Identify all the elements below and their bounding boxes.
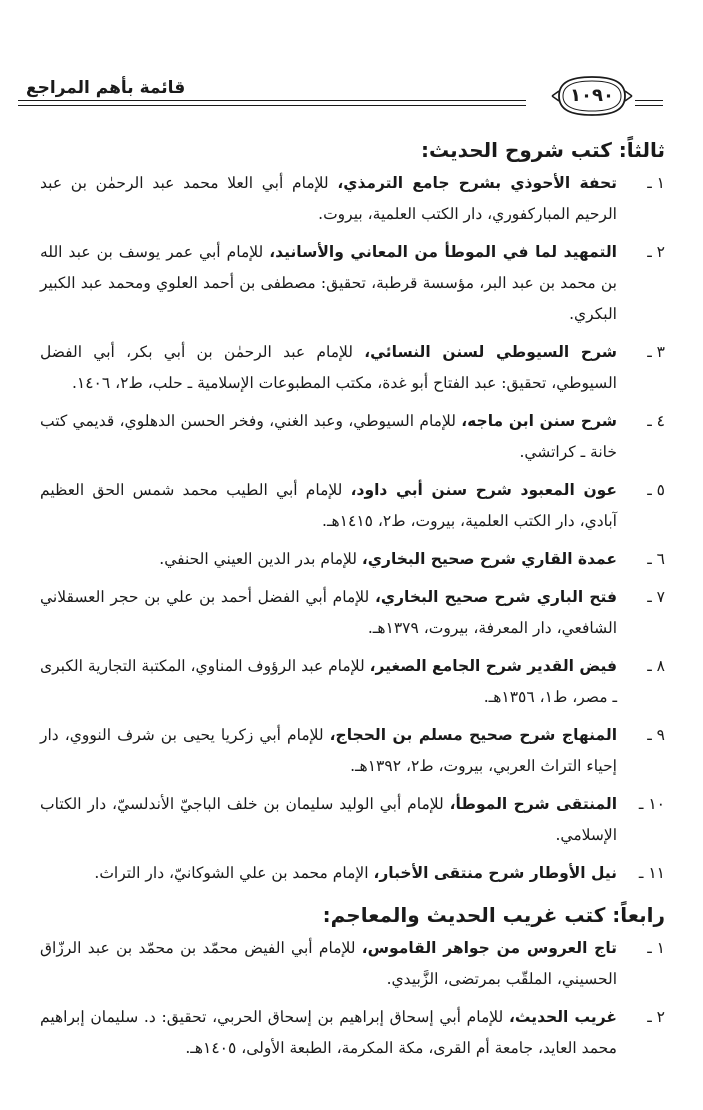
book-title: غريب الحديث، [508,1008,617,1026]
entry-body [40,1002,617,1064]
entry-number: ١٠ ـ [638,795,665,813]
entry-body [40,789,617,851]
book-details: للإمام أبي الفيض محمّد بن محمّد بن عبد الرزّاق الحسيني، الملقّب بمرتضى، الزَّبيدي. [40,939,617,988]
reference-entry [40,651,665,713]
book-title: تاج العروس من جواهر القاموس، [361,939,617,957]
book-title: المنهاج شرح صحيح مسلم بن الحجاج، [329,726,618,744]
book-title: المنتقى شرح الموطأ، [449,795,618,813]
entry-body [40,544,617,575]
entry-body [40,168,617,230]
book-details: الإمام محمد بن علي الشوكانيّ، دار التراث. [94,864,374,882]
entry-body [40,406,617,468]
book-details: للإمام أبي زكريا يحيى بن شرف النووي، دار إحياء التراث العربي، بيروت، ط٢، ١٣٩٢هـ. [40,726,617,775]
book-title: عمدة القاري شرح صحيح البخاري، [361,550,617,568]
entry-body [40,720,617,782]
book-details: للإمام أبي الوليد سليمان بن خلف الباجيّ الأندلسيّ، دار الكتاب الإسلامي. [40,795,617,844]
entry-number: ١ ـ [647,174,665,192]
page-number-ornament [551,74,633,118]
book-title: نيل الأوطار شرح منتقى الأخبار، [373,864,617,882]
entry-number: ٥ ـ [647,481,665,499]
book-title: تحفة الأحوذي بشرح جامع الترمذي، [337,174,617,192]
reference-entry [40,475,665,537]
book-details: للإمام أبي الفضل أحمد بن علي بن حجر العسقلاني الشافعي، دار المعرفة، بيروت، ١٣٧٩هـ. [40,588,617,637]
book-details: للإمام أبي الطيب محمد شمس الحق العظيم آبادي، دار الكتب العلمية، بيروت، ط٢، ١٤١٥هـ. [40,481,617,530]
reference-entry [40,933,665,995]
book-details: للإمام أبي عمر يوسف بن عبد الله بن محمد بن عبد البر، مؤسسة قرطبة، تحقيق: مصطفى بن أحمد العلوي ومحمد عبد الكبير البكري. [40,243,617,323]
page-number: ١٠٩٠ [570,85,614,106]
entry-number: ٣ ـ [647,343,665,361]
header-rule [18,100,526,106]
entry-number: ٧ ـ [647,588,665,606]
reference-entry [40,406,665,468]
reference-entry [40,858,665,889]
entry-number: ٩ ـ [647,726,665,744]
reference-entry [40,237,665,330]
book-title: عون المعبود شرح سنن أبي داود، [350,481,617,499]
book-details: للإمام عبد الرحمٰن بن أبي بكر، أبي الفضل السيوطي، تحقيق: عبد الفتاح أبو غدة، مكتب المطبوعات الإسلامية ـ حلب، ط٢، ١٤٠٦. [40,343,617,392]
entry-body [40,582,617,644]
entry-body [40,237,617,330]
book-title: فيض القدير شرح الجامع الصغير، [369,657,617,675]
reference-entry [40,1002,665,1064]
book-details: للإمام بدر الدين العيني الحنفي. [159,550,362,568]
entry-number: ٦ ـ [647,550,665,568]
page-content [40,138,665,1071]
entry-number: ٤ ـ [647,412,665,430]
book-title: شرح السيوطي لسنن النسائي، [364,343,617,361]
reference-entry [40,168,665,230]
book-details: للإمام عبد الرؤوف المناوي، المكتبة التجارية الكبرى ـ مصر، ط١، ١٣٥٦هـ. [40,657,617,706]
entry-number: ٨ ـ [647,657,665,675]
entry-body [40,858,617,889]
entry-body [40,337,617,399]
reference-entry [40,789,665,851]
reference-entry [40,720,665,782]
entry-body [40,651,617,713]
entry-number: ١ ـ [647,939,665,957]
header-title: قائمة بأهم المراجع [26,78,186,98]
book-details: للإمام أبي العلا محمد عبد الرحمٰن بن عبد الرحيم المباركفوري، دار الكتب العلمية، بيروت. [40,174,617,223]
reference-entry [40,544,665,575]
entry-number: ١١ ـ [638,864,665,882]
book-title: شرح سنن ابن ماجه، [461,412,617,430]
book-title: فتح الباري شرح صحيح البخاري، [375,588,617,606]
entry-body [40,933,617,995]
section-heading: ثالثاً: كتب شروح الحديث: [420,138,665,162]
section-heading: رابعاً: كتب غريب الحديث والمعاجم: [322,903,665,927]
running-header [18,74,663,120]
entry-number: ٢ ـ [647,243,665,261]
entry-number: ٢ ـ [647,1008,665,1026]
book-details: للإمام أبي إسحاق إبراهيم بن إسحاق الحربي، تحقيق: د. سليمان إبراهيم محمد العايد، جامعة أم القرى، مكة المكرمة، الطبعة الأولى، ١٤٠٥هـ. [40,1008,617,1057]
reference-entry [40,582,665,644]
header-rule-short [635,100,663,106]
reference-entry [40,337,665,399]
book-title: التمهيد لما في الموطأ من المعاني والأسانيد، [269,243,617,261]
entry-body [40,475,617,537]
book-details: للإمام السيوطي، وعبد الغني، وفخر الحسن الدهلوي، قديمي كتب خانة ـ كراتشي. [40,412,617,461]
